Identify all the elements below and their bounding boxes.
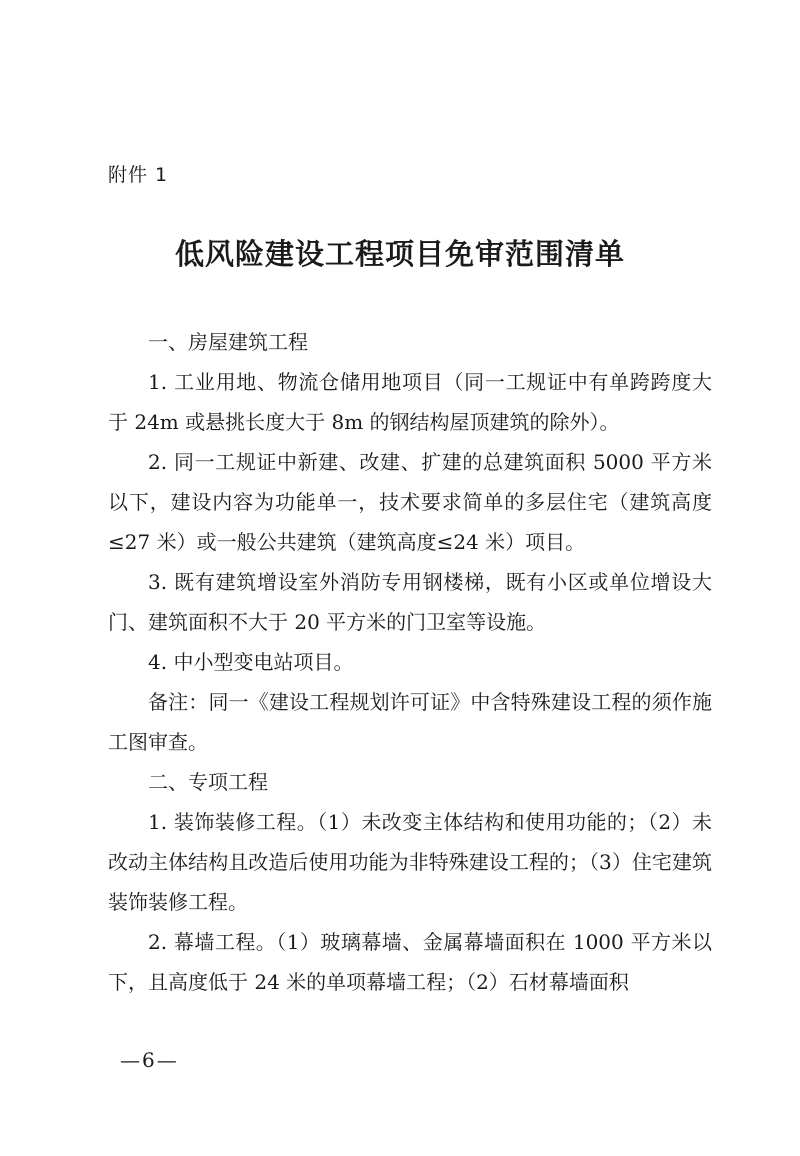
document-body	[108, 322, 712, 1002]
page-number: —6—	[120, 1048, 179, 1072]
list-item: 2. 同一工规证中新建、改建、扩建的总建筑面积 5000 平方米以下，建设内容为功能单一，技术要求简单的多层住宅（建筑高度≤27 米）或一般公共建筑（建筑高度≤24 米）项目。	[108, 450, 712, 554]
attachment-label: 附件 1	[108, 164, 169, 186]
list-item: 2. 幕墙工程。（1）玻璃幕墙、金属幕墙面积在 1000 平方米以下，且高度低于 24 米的单项幕墙工程；（2）石材幕墙面积	[108, 930, 712, 994]
document-title: 低风险建设工程项目免审范围清单	[174, 237, 625, 271]
section-heading-special: 二、专项工程	[148, 770, 268, 794]
list-item: 1. 工业用地、物流仓储用地项目（同一工规证中有单跨跨度大于 24m 或悬挑长度大于 8m 的钢结构屋顶建筑的除外）。	[108, 370, 712, 434]
list-item: 4. 中小型变电站项目。	[148, 650, 354, 674]
note-paragraph: 备注：同一《建设工程规划许可证》中含特殊建设工程的须作施工图审查。	[108, 690, 712, 754]
section-heading-building: 一、房屋建筑工程	[148, 330, 308, 354]
list-item: 1. 装饰装修工程。（1）未改变主体结构和使用功能的；（2）未改动主体结构且改造后使用功能为非特殊建设工程的；（3）住宅建筑装饰装修工程。	[108, 810, 712, 914]
list-item: 3. 既有建筑增设室外消防专用钢楼梯，既有小区或单位增设大门、建筑面积不大于 20 平方米的门卫室等设施。	[108, 570, 712, 634]
